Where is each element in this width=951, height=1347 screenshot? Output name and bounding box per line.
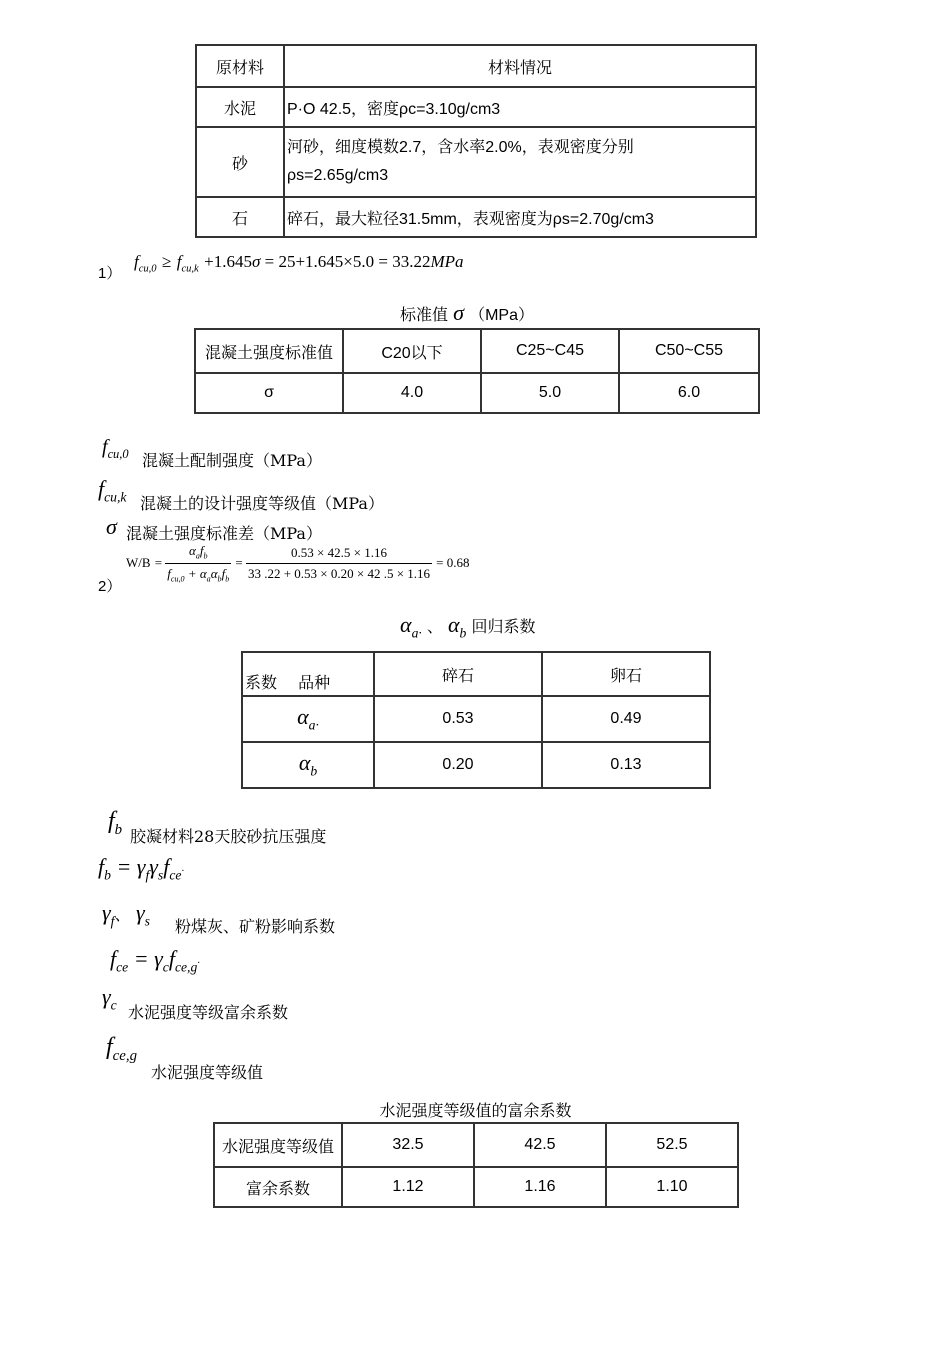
definition-text: 水泥强度等级富余系数 bbox=[128, 1003, 289, 1022]
definition-text: 混凝土强度标准差（MPa） bbox=[126, 524, 322, 543]
formula-step1: $f_{cu,0} \ge f_{cu,k} +1.645\sigma = 25+1.645\times 5.0 = 33.22MPa$ bbox=[134, 252, 464, 275]
sigma-cell: 4.0 bbox=[343, 373, 481, 413]
material-desc bbox=[284, 127, 756, 197]
header-cell: 水泥强度等级值 bbox=[214, 1123, 342, 1167]
alpha-value: 0.20 bbox=[374, 742, 542, 788]
material-name: 水泥 bbox=[196, 87, 284, 127]
header-cell: 卵石 bbox=[542, 652, 710, 696]
material-desc-line: 河砂，细度模数2.7，含水率2.0%，表观密度分别 bbox=[287, 139, 634, 156]
alpha-table bbox=[241, 651, 711, 789]
material-name: 石 bbox=[196, 197, 284, 237]
caption-suffix: （MPa） bbox=[469, 307, 534, 324]
alpha-value: 0.49 bbox=[542, 696, 710, 742]
alpha-value: 0.53 bbox=[374, 696, 542, 742]
header-cell: 52.5 bbox=[606, 1123, 738, 1167]
definition-text: 粉煤灰、矿粉影响系数 bbox=[175, 917, 336, 936]
header-cell: 32.5 bbox=[342, 1123, 474, 1167]
material-desc: P·O 42.5，密度ρc=3.10g/cm3 bbox=[284, 87, 756, 127]
header-cell: 42.5 bbox=[474, 1123, 606, 1167]
definition-text: 胶凝材料28天胶砂抗压强度 bbox=[130, 827, 327, 846]
header-cell: 系数 品种 bbox=[242, 652, 374, 696]
caption-prefix: 标准值 bbox=[400, 305, 449, 324]
header-cell: C25~C45 bbox=[481, 329, 619, 373]
header-cell: 混凝土强度标准值 bbox=[195, 329, 343, 373]
caption-sigma: σ bbox=[453, 300, 464, 325]
definition-gamma-fs: $\gamma_f$、 $\gamma_s$ bbox=[102, 900, 150, 929]
rich-cell: 富余系数 bbox=[214, 1167, 342, 1207]
material-desc-line: ρs=2.65g/cm3 bbox=[287, 167, 389, 184]
definition-sigma bbox=[106, 514, 117, 540]
alpha-b-cell: $\alpha_b$ bbox=[242, 742, 374, 788]
rich-cell: 1.10 bbox=[606, 1167, 738, 1207]
sigma-symbol: σ bbox=[106, 514, 117, 539]
sigma-table-caption bbox=[400, 300, 534, 326]
material-desc: 碎石，最大粒径31.5mm，表观密度为ρs=2.70g/cm3 bbox=[284, 197, 756, 237]
sigma-table bbox=[194, 328, 760, 414]
gamma-sep: 、 bbox=[114, 905, 131, 924]
caption-sep: 、 bbox=[426, 617, 443, 636]
definition-fcuk: $f_{cu,k}$ bbox=[98, 476, 127, 505]
fraction-numerator: 0.53 × 42.5 × 1.16 bbox=[246, 545, 432, 564]
definition-gamma-c: $\gamma_c$ bbox=[102, 984, 117, 1013]
fraction-denominator: 33 .22 + 0.53 × 0.20 × 42 .5 × 1.16 bbox=[247, 565, 431, 581]
definition-fceg: $f_{ce,g}$ bbox=[106, 1034, 138, 1064]
rich-cell: 1.16 bbox=[474, 1167, 606, 1207]
step-number: 2） bbox=[98, 578, 122, 595]
rich-coefficient-table bbox=[213, 1122, 739, 1208]
formula-fce: $f_{ce} = \gamma_cf_{ce,g}\cdot$ bbox=[110, 946, 200, 975]
header-cell-condition: 材料情况 bbox=[284, 45, 756, 87]
rich-table-caption-text: 水泥强度等级值的富余系数 bbox=[379, 1101, 572, 1120]
step-number: 1） bbox=[98, 265, 122, 282]
header-cell: C20以下 bbox=[343, 329, 481, 373]
definition-text: 混凝土配制强度（MPa） bbox=[142, 451, 322, 470]
wb-label: W/B bbox=[126, 555, 151, 571]
material-name: 砂 bbox=[196, 127, 284, 197]
definition-text: 水泥强度等级值 bbox=[151, 1063, 264, 1082]
definition-fcu0: $f_{cu,0}$ bbox=[102, 436, 129, 461]
rich-cell: 1.12 bbox=[342, 1167, 474, 1207]
fraction-numeric bbox=[246, 545, 432, 582]
wb-result: = 0.68 bbox=[436, 555, 470, 571]
caption-text: 回归系数 bbox=[471, 617, 536, 636]
sigma-cell: σ bbox=[195, 373, 343, 413]
header-cell: 碎石 bbox=[374, 652, 542, 696]
alpha-table-caption: $\alpha_{a\cdot}$ 、 $\alpha_b$ 回归系数 bbox=[400, 612, 536, 641]
formula-fb: $f_b = \gamma_f\gamma_sf_{ce}\cdot$ bbox=[98, 854, 184, 883]
header-cell: C50~C55 bbox=[619, 329, 759, 373]
alpha-a-cell: $\alpha_{a\cdot}$ bbox=[242, 696, 374, 742]
fraction-symbolic: $\frac{\alpha_af_b}{f_{cu,0} + \alpha_a\alpha_bf_b}$ bbox=[167, 543, 230, 584]
header-cell-material: 原材料 bbox=[196, 45, 284, 87]
definition-text: 混凝土的设计强度等级值（MPa） bbox=[140, 494, 384, 513]
sigma-cell: 5.0 bbox=[481, 373, 619, 413]
materials-table bbox=[195, 44, 757, 238]
rich-table-caption bbox=[0, 1098, 951, 1121]
formula-step2: W/B = $\frac{\alpha_af_b}{f_{cu,0} + \alpha_a\alpha_bf_b}$ = $\frac{0.53 \times 42.5 \times 1.16}{33 .22 + 0.53 \times 0.20 \times 42 .5 \times 1.16}$ = 0.68 bbox=[126, 543, 470, 584]
alpha-value: 0.13 bbox=[542, 742, 710, 788]
sigma-cell: 6.0 bbox=[619, 373, 759, 413]
definition-fb: $f_b$ bbox=[108, 808, 123, 838]
